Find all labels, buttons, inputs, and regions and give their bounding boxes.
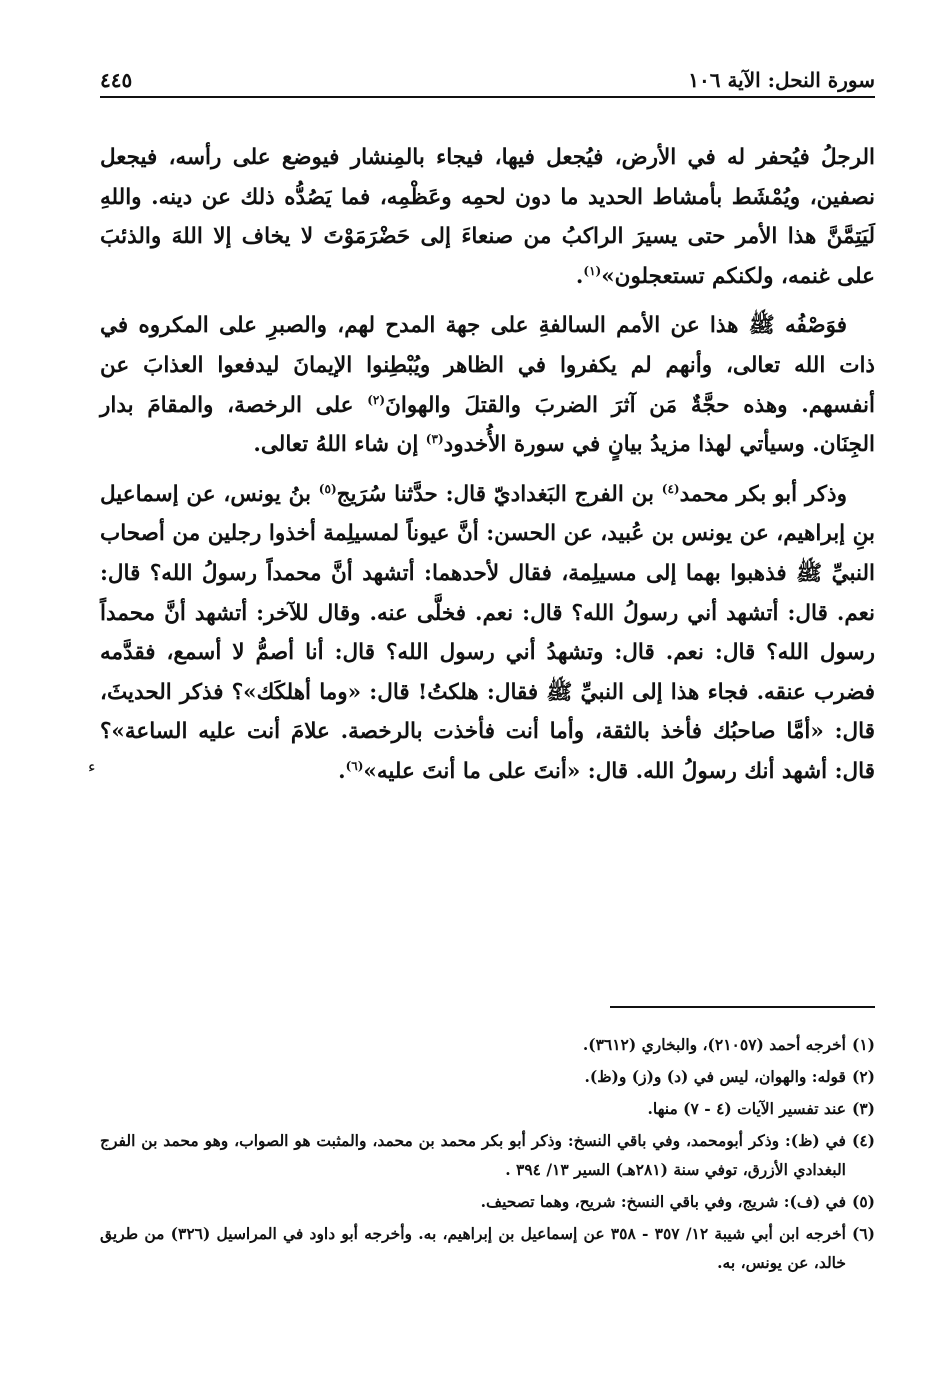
header-rule bbox=[100, 96, 875, 98]
footnote-ref-5[interactable]: (٥) bbox=[318, 481, 337, 496]
footnote-text: في (ف): شريج، وفي باقي النسخ: شريح، وهما تصحيف. bbox=[480, 1192, 846, 1211]
paragraph-2: فوَصْفُه ﷺ هذا عن الأمم السالفةِ على جهة المدح لهم، والصبرِ على المكروه في ذات الله تعالى، وأنهم لم يكفروا في الظاهر ويُبْطِنوا الإيمانَ ليدفعوا العذابَ عن أنفسهم. وهذه حجَّةٌ مَن آثرَ الضربَ والقتلَ والهوانَ$^{(٢)}$ على الرخصة، والمقامَ بدار الجِنَان. وسيأتي لهذا مزيدُ بيانٍ في سورة الأُخدود$^{(٣)}$ إن شاء اللهُ تعالى. bbox=[100, 313, 875, 458]
footnote-6 bbox=[100, 1219, 875, 1277]
page-header bbox=[100, 62, 875, 92]
paragraph-3: وذكر أبو بكر محمد$^{(٤)}$ بن الفرج البَغداديّ قال: حدَّثنا سُرَيج$^{(٥)}$ بنُ يونس، عن إسماعيل بنِ إبراهيم، عن يونس بن عُبيد، عن الحسن: أنَّ عيوناً لمسيلِمة أخذوا رجلين من أصحاب النبيِّ ﷺ فذهبوا بهما إلى مسيلِمة، فقال لأحدهما: أتشهد أنَّ محمداً رسولُ الله؟ قال: نعم. قال: أتشهد أني رسولُ الله؟ قال: نعم. فخلَّى عنه. وقال للآخر: أتشهد أنَّ محمداً رسول الله؟ قال: نعم. قال: وتشهدُ أني رسول الله؟ قال: أنا أصمُّ لا أسمع، فقدَّمه فضرب عنقه. فجاء هذا إلى النبيِّ ﷺ فقال: هلكتُ! قال: «وما أهلكَك»؟ فذكر الحديثَ، قال: «أمَّا صاحبُك فأخذ بالثقة، وأما أنت فأخذت بالرخصة. علامَ أنت عليه الساعة»؟ قال: أشهد أنك رسولُ الله. قال: «أنتَ على ما أنتَ عليه»$^{(٦)}$. bbox=[100, 481, 875, 784]
footnote-2 bbox=[100, 1062, 875, 1091]
footnote-1 bbox=[100, 1030, 875, 1059]
footnote-rule bbox=[610, 1006, 875, 1008]
footnote-ref-6[interactable]: (٦) bbox=[345, 758, 364, 773]
main-text bbox=[100, 138, 875, 802]
footnote-text: أخرجه ابن أبي شيبة ١٢/ ٣٥٧ - ٣٥٨ عن إسماعيل بن إبراهيم، به. وأخرجه أبو داود في المراسيل (٣٢٦) من طريق خالد، عن يونس، به. bbox=[100, 1224, 846, 1272]
book-page bbox=[88, 0, 875, 1385]
footnote-ref-2[interactable]: (٢) bbox=[367, 392, 386, 407]
footnote-5 bbox=[100, 1187, 875, 1216]
footnote-ref-1[interactable]: (١) bbox=[583, 263, 602, 278]
footnote-text: في (ظ): وذكر أبومحمد، وفي باقي النسخ: وذكر أبو بكر محمد بن محمد، والمثبت هو الصواب، وهو محمد بن الفرج البغدادي الأزرق، توفي سنة (٢٨١هـ) السير ١٣/ ٣٩٤ . bbox=[100, 1131, 846, 1179]
footnote-number: (٥) bbox=[851, 1192, 875, 1211]
footnote-3 bbox=[100, 1094, 875, 1123]
footnote-text: قوله: والهوان، ليس في (د) و(ز) و(ظ). bbox=[584, 1067, 846, 1086]
footnote-ref-4[interactable]: (٤) bbox=[661, 481, 680, 496]
footnote-number: (٦) bbox=[851, 1224, 875, 1243]
page-number: ٤٤٥ bbox=[100, 68, 133, 92]
footnote-number: (٢) bbox=[851, 1067, 875, 1086]
footnote-text: عند تفسير الآيات (٤ - ٧) منها. bbox=[647, 1099, 846, 1118]
footnote-number: (٤) bbox=[851, 1131, 875, 1150]
footnote-ref-3[interactable]: (٣) bbox=[425, 432, 444, 446]
running-title: سورة النحل: الآية ١٠٦ bbox=[688, 68, 875, 92]
footnotes bbox=[100, 1030, 875, 1280]
footnote-number: (٣) bbox=[851, 1099, 875, 1118]
footnote-text: أخرجه أحمد (٢١٠٥٧)، والبخاري (٣٦١٢). bbox=[582, 1035, 846, 1054]
footnote-number: (١) bbox=[851, 1035, 875, 1054]
footnote-4 bbox=[100, 1126, 875, 1184]
paragraph-1: الرجلُ فيُحفر له في الأرض، فيُجعل فيها، فيجاء بالمِنشار فيوضع على رأسه، فيجعل نصفين، ويُمْشَط بأمشاط الحديد ما دون لحمِه وعَظْمِه، فما يَصُدُّه ذلك عن دينه. واللهِ لَيَتِمَّنَّ هذا الأمر حتى يسيرَ الراكبُ من صنعاءَ إلى حَضْرَمَوْتَ لا يخاف إلا اللهَ والذئبَ على غنمه، ولكنكم تستعجلون»$^{(١)}$. bbox=[100, 145, 875, 289]
margin-mark: ء bbox=[88, 757, 96, 776]
